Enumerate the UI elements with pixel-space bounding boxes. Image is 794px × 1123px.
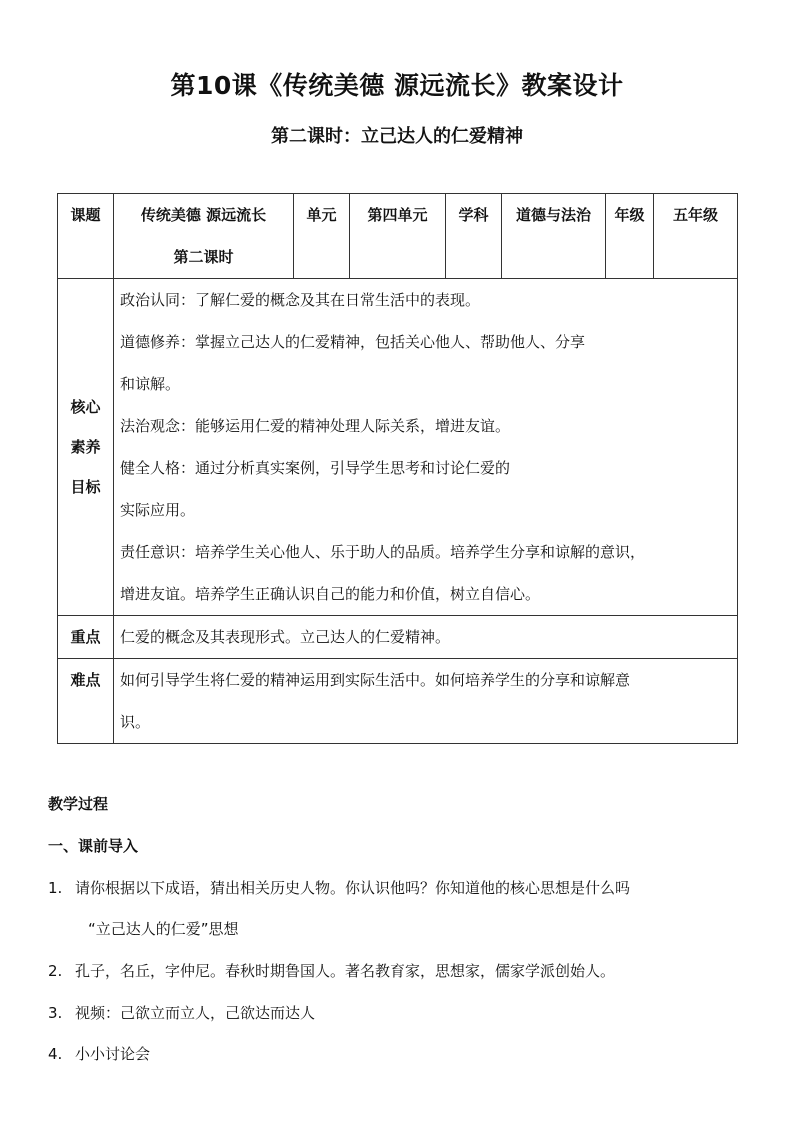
difficult-points-row — [58, 659, 738, 744]
page-subtitle: 第二课时：立己达人的仁爱精神 — [271, 126, 523, 147]
core-literacy-content — [114, 279, 738, 616]
page-title: 第10课《传统美德 源远流长》教案设计 — [170, 71, 624, 100]
core-line: 增进友谊。培养学生正确认识自己的能力和价值，树立自信心。 — [120, 585, 541, 603]
core-line: 责任意识：培养学生关心他人、乐于助人的品质。培养学生分享和谅解的意识， — [120, 543, 646, 561]
key-points-row — [58, 616, 738, 659]
list-item: 4. 小小讨论会 — [48, 1045, 151, 1063]
grade-value: 五年级 — [654, 194, 738, 279]
core-line: 实际应用。 — [120, 501, 196, 519]
grade-label: 年级 — [606, 194, 654, 279]
topic-line-1: 传统美德 源远流长 — [140, 206, 267, 224]
topic-label: 课题 — [58, 194, 114, 279]
subject-label: 学科 — [446, 194, 502, 279]
section-heading: 一、课前导入 — [48, 837, 139, 855]
unit-label: 单元 — [294, 194, 350, 279]
list-item: 1. 请你根据以下成语，猜出相关历史人物。你认识他吗？你知道他的核心思想是什么吗 — [48, 879, 631, 897]
table-header-row — [58, 194, 738, 279]
core-line: 道德修养：掌握立己达人的仁爱精神，包括关心他人、帮助他人、分享 — [120, 333, 586, 351]
list-item: 2. 孔子，名丘，字仲尼。春秋时期鲁国人。著名教育家，思想家，儒家学派创始人。 — [48, 962, 616, 980]
unit-value: 第四单元 — [350, 194, 446, 279]
core-line: 法治观念：能够运用仁爱的精神处理人际关系，增进友谊。 — [120, 417, 511, 435]
topic-value — [114, 194, 294, 279]
subject-value: 道德与法治 — [502, 194, 606, 279]
lesson-info-table — [57, 193, 738, 744]
core-line: 和谅解。 — [120, 375, 181, 393]
process-heading: 教学过程 — [48, 795, 109, 813]
core-literacy-label: 核心 素养 目标 — [58, 279, 114, 616]
key-points-content: 仁爱的概念及其表现形式。立己达人的仁爱精神。 — [114, 616, 738, 659]
difficult-points-label: 难点 — [58, 659, 114, 744]
key-points-label: 重点 — [58, 616, 114, 659]
core-line: 健全人格：通过分析真实案例，引导学生思考和讨论仁爱的 — [120, 459, 511, 477]
core-line: 政治认同：了解仁爱的概念及其在日常生活中的表现。 — [120, 291, 481, 309]
topic-line-2: 第二课时 — [173, 248, 234, 266]
list-item: 3. 视频：己欲立而立人，己欲达而达人 — [48, 1004, 316, 1022]
difficult-points-content: 如何引导学生将仁爱的精神运用到实际生活中。如何培养学生的分享和谅解意 识。 — [114, 659, 738, 744]
core-literacy-row — [58, 279, 738, 616]
list-item-continuation: “立己达人的仁爱”思想 — [88, 920, 239, 938]
